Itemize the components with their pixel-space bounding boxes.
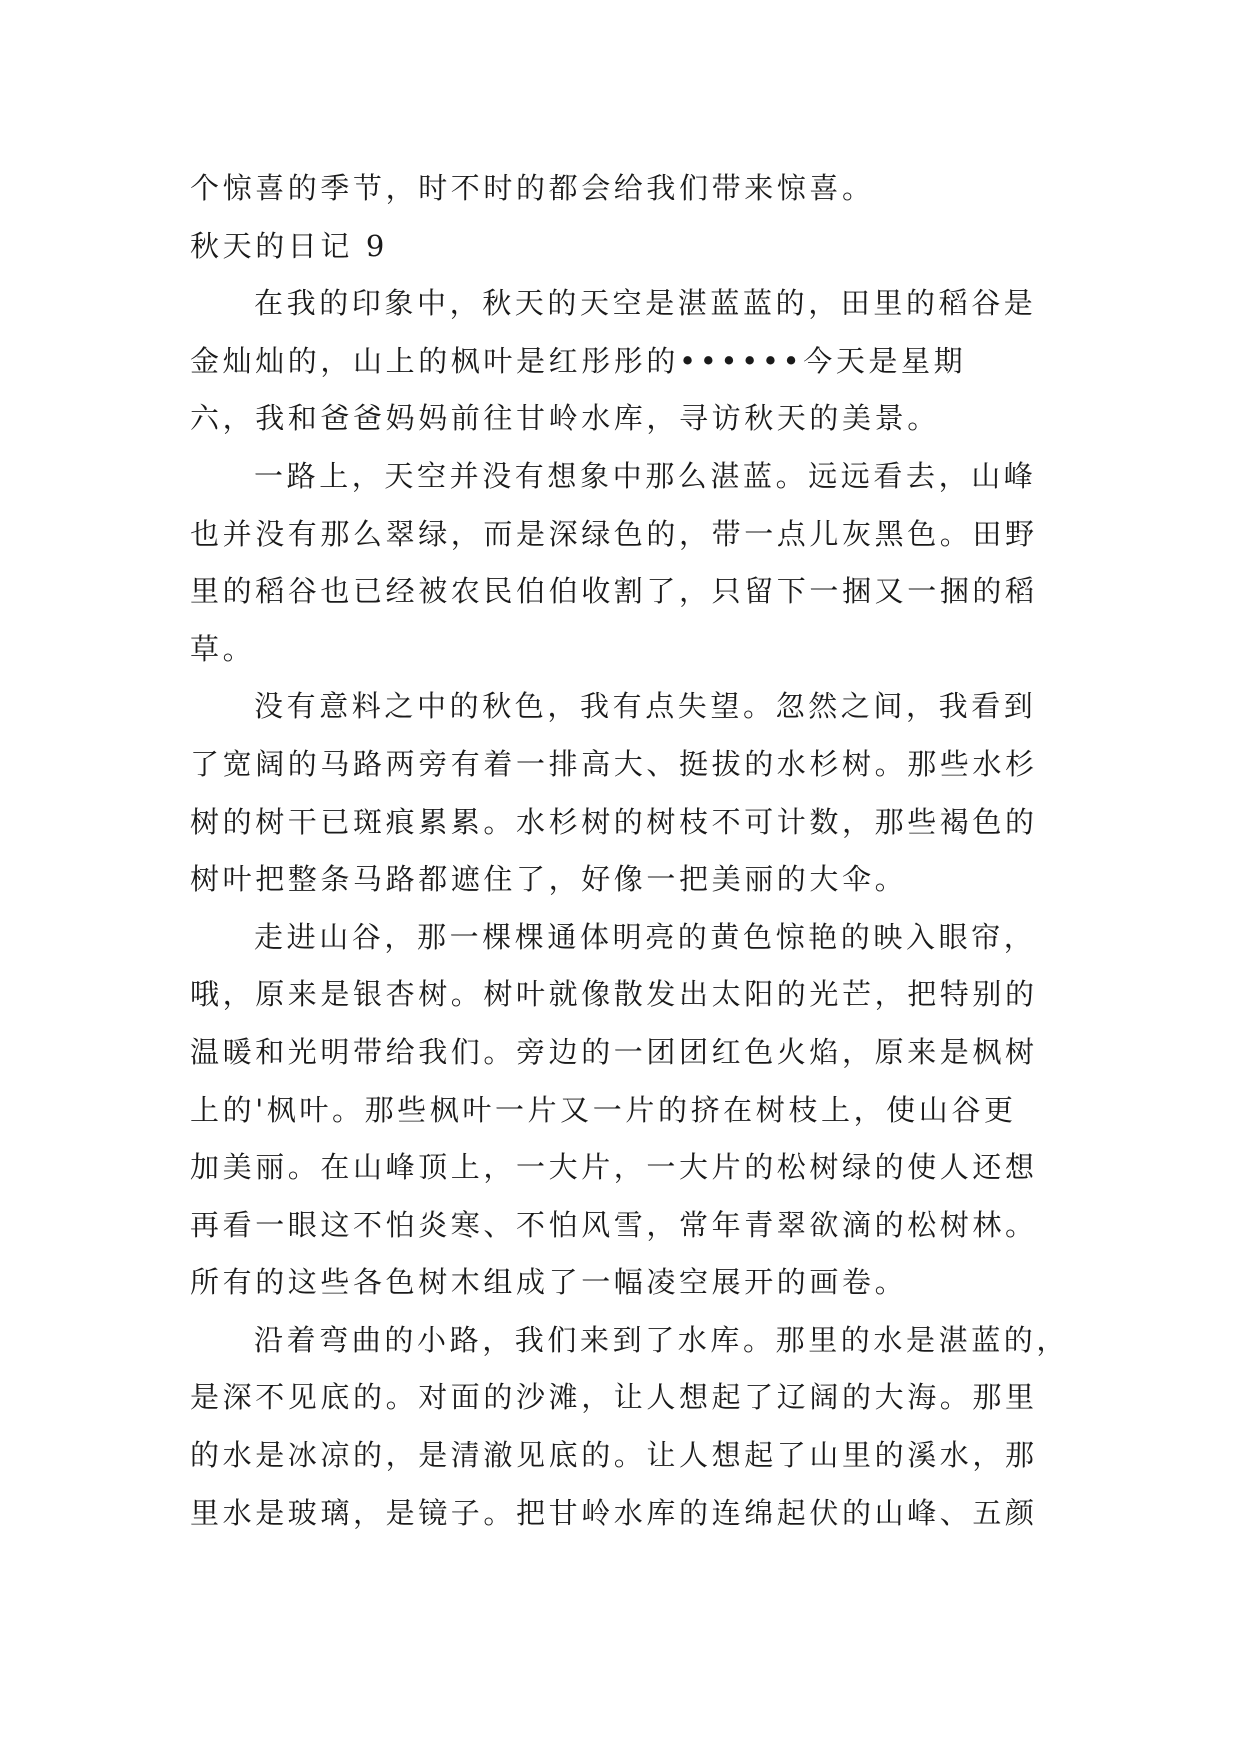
text-line: 哦，原来是银杏树。树叶就像散发出太阳的光芒，把特别的 <box>190 977 1038 1012</box>
text-line: 一路上，天空并没有想象中那么湛蓝。远远看去，山峰 <box>254 458 1037 493</box>
text-line: 也并没有那么翠绿，而是深绿色的，带一点儿灰黑色。田野 <box>190 516 1038 551</box>
text-line: 里的稻谷也已经被农民伯伯收割了，只留下一捆又一捆的稻 <box>190 574 1038 609</box>
text-line: 草。 <box>190 631 256 666</box>
text-line: 金灿灿的，山上的枫叶是红彤彤的••••••今天是星期 <box>190 343 967 378</box>
text-line: 再看一眼这不怕炎寒、不怕风雪，常年青翠欲滴的松树林。 <box>190 1207 1038 1242</box>
text-line: 了宽阔的马路两旁有着一排高大、挺拔的水杉树。那些水杉 <box>190 746 1038 781</box>
text-line: 树叶把整条马路都遮住了，好像一把美丽的大伞。 <box>190 862 908 897</box>
text-line: 上的'枫叶。那些枫叶一片又一片的挤在树枝上，使山谷更 <box>190 1092 1017 1127</box>
text-line: 在我的印象中，秋天的天空是湛蓝蓝的，田里的稻谷是 <box>254 286 1037 321</box>
text-line: 六，我和爸爸妈妈前往甘岭水库，寻访秋天的美景。 <box>190 401 940 436</box>
text-line: 走进山谷，那一棵棵通体明亮的黄色惊艳的映入眼帘， <box>254 919 1037 954</box>
body-text <box>190 160 1070 1542</box>
text-line: 树的树干已斑痕累累。水杉树的树枝不可计数，那些褐色的 <box>190 804 1038 839</box>
text-line: 加美丽。在山峰顶上，一大片，一大片的松树绿的使人还想 <box>190 1150 1038 1185</box>
text-line: 个惊喜的季节，时不时的都会给我们带来惊喜。 <box>190 171 875 205</box>
text-line: 温暖和光明带给我们。旁边的一团团红色火焰，原来是枫树 <box>190 1034 1038 1069</box>
text-line: 没有意料之中的秋色，我有点失望。忽然之间，我看到 <box>254 689 1037 724</box>
text-line: 的水是冰凉的，是清澈见底的。让人想起了山里的溪水，那 <box>190 1438 1038 1473</box>
text-line: 沿着弯曲的小路，我们来到了水库。那里的水是湛蓝的， <box>254 1322 1070 1357</box>
text-line: 里水是玻璃，是镜子。把甘岭水库的连绵起伏的山峰、五颜 <box>190 1495 1038 1530</box>
section-heading: 秋天的日记 9 <box>190 228 388 263</box>
text-line: 是深不见底的。对面的沙滩，让人想起了辽阔的大海。那里 <box>190 1380 1038 1415</box>
text-line: 所有的这些各色树木组成了一幅凌空展开的画卷。 <box>190 1265 908 1300</box>
